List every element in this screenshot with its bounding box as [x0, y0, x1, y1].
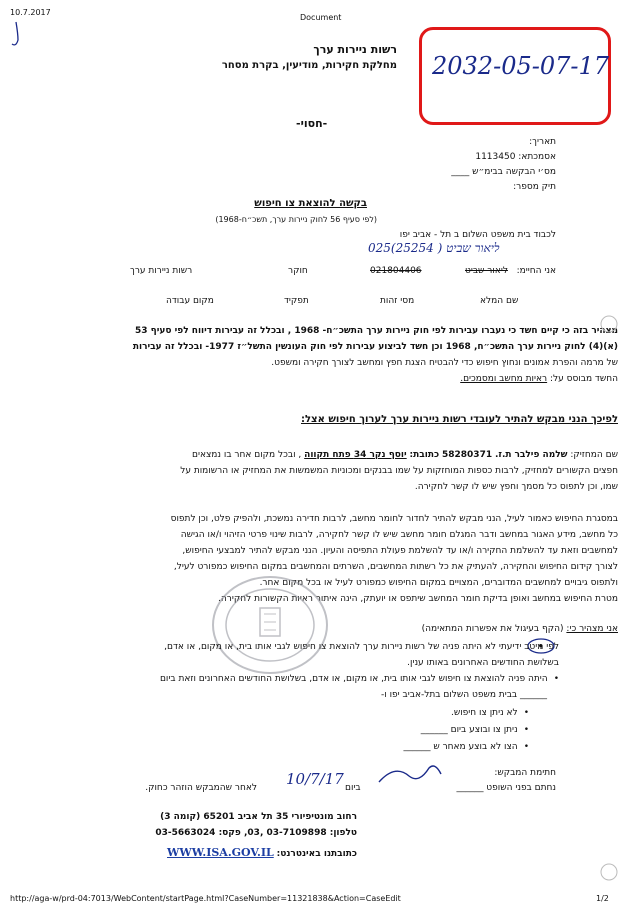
option-2-line-2: ______ בבית משפט השלום בתל-אביב יפו ו-: [381, 690, 547, 700]
holder-line-3: שמו, וכן לתפוס כל מסמך וחפץ שיש לו קשר לחקירה.: [414, 482, 618, 492]
declaration-header-row: [8, 624, 618, 634]
footer-website-link[interactable]: WWW.ISA.GOV.IL: [167, 846, 274, 859]
handwritten-applicant: 025(25254 ) ליאור שביט: [368, 241, 500, 255]
footer-web-row: [17, 846, 357, 859]
suspicion-basis-value: ראיות מחשב ומסמכים.: [460, 374, 548, 384]
footer-web-label: כתובתנו באינטרנט:: [276, 849, 357, 859]
label-position: תפקיד: [284, 296, 309, 306]
print-date: 10.7.2017: [10, 8, 51, 17]
file-number-field: תיק מספר:: [513, 182, 556, 192]
option-1-line-1: לפי מיטב ידיעתי לא היתה פניה של רשות ניירות ערך להוצאת צו חיפוש לגבי אותו בית, או מקום, או אדם,: [164, 642, 559, 652]
request-subtitle: (לפי סעיף 56 לחוק ניירות ערך, תשכ״ח-1968): [215, 215, 377, 224]
sub-option-1: • לא ניתן צו חיפוש.: [29, 706, 529, 721]
intro-line-1: מצהיר בזה כי קיים חשד כי נעברו עבירות לפי חוק ניירות ערך התשכ״ח- 1968 , ובכלל זה עבירות דיווח לפי סעיף 53: [135, 326, 618, 336]
court-addressee: לכבוד בית משפט השלום ב תל - אביב יפו: [399, 230, 556, 240]
struck-applicant-id: 021804406: [370, 266, 422, 276]
footer-phones: טלפון: 03-7109898 ,03, פקס: 03-5663024: [155, 828, 357, 838]
suspicion-basis-label: החשד מבוסס על:: [549, 374, 618, 384]
option-1-line-2: בשלושת החודשים האחרונים באותו ענין.: [407, 658, 559, 668]
label-full-name: שם המלא: [480, 296, 519, 306]
holder-line-1: [8, 448, 618, 463]
secret-label: -חסוי-: [296, 117, 328, 130]
judge-line: נחתם בפני השופט ______: [456, 783, 556, 793]
applicant-role: חוקר: [288, 266, 308, 276]
scope-line-5: ולתפוס גיבויים למחשבים המדוברים, המצויים במקום החיפוש כמפורט לעיל או בכל מקום אחר.: [259, 578, 618, 588]
declaration-note: (הקף בעיגול את אפשרות המתאימה): [421, 624, 564, 634]
footer-address: רחוב מונטיפיורי 35 תל אביב 65201 (קומה 3): [160, 812, 357, 822]
applicant-signature-label: חתימת המבקש:: [494, 768, 556, 778]
department-name: מחלקת חקירות, מודיעין, בקרת מסחר: [221, 60, 397, 71]
org-name: רשות ניירות ערך: [313, 43, 397, 56]
request-title: בקשה להוצאת צו חיפוש: [254, 198, 367, 209]
intro-line-3: של מרמה והפרת אמונים ונחוץ חיפוש כדי להבטיח הצגת חפץ ומחשב לצורך חקירה ומשפט.: [271, 358, 618, 368]
holder-rest: , ובכל מקום אחר בו נמצאים: [191, 450, 302, 460]
scope-line-3: למחשבים וזאת עד להשלמת החקירה ו/או עד להשלמת פעולת התפיסה והעיון. הנני מבקש להתיר למבצעי החיפוש,: [182, 546, 618, 556]
holder-label: שם המחזיק:: [570, 450, 618, 460]
date-field: תאריך:: [529, 137, 556, 147]
holder-id-label: ת.ז.: [494, 450, 512, 460]
punch-hole-icon: [597, 860, 621, 884]
intro-line-2: (א)(4) לחוק ניירות ערך התשכ״ח, 1968 וכן חשד לביצוע עבירות לפי חוק העונשין התשל״ז 1977- ובכלל זה עבירות: [132, 342, 618, 352]
handwritten-date: 2032-05-07-17: [432, 52, 610, 80]
scope-line-4: לצורך קידום החיפוש והחקירה, להעתיק את כל רשתות המחשבים, השרתים והמחשבים במקום החיפוש כמפורט לעיל,: [173, 562, 618, 572]
holder-address-label: כתובת:: [409, 450, 440, 460]
applicant-workplace: רשות ניירות ערך: [130, 266, 193, 276]
pen-check-mark: [10, 20, 30, 50]
scope-line-2: כל מחשב, מידע האגור במחשב ודבר המגלם חומר מחשב שיש לו קשר לחקירה, לרבות שינוי פרטי הזיהוי ו/או הגישה: [180, 530, 618, 540]
print-url: http://aga-w/prd-04:7013/WebContent/startPage.html?CaseNumber=11321838&Action=CaseEdit: [10, 894, 401, 903]
print-doc-title: Document: [300, 13, 342, 22]
sub-option-3: • הצו לא בוצע מאחר ש ______: [29, 740, 529, 755]
sub-option-2: • ניתן צו ובוצע ביום ______: [29, 723, 529, 738]
label-id-number: מסי זהות: [380, 296, 415, 306]
struck-applicant-name: ליאור שביט: [465, 266, 508, 276]
scope-line-6: מטרת החיפוש במחשב ואופן בדיקת חומר המחשב שיתפס או יועתק, הינה איתור ראיות הקשורות לחקירה.: [218, 594, 618, 604]
signature-on-day: ביום: [345, 783, 361, 793]
scope-line-1: במסגרת החיפוש כאמור לעיל, הנני מבקש להתיר לחדור לחומר מחשב, לרבות חדירה נמשכת, ולהפיק פלט, וכן לתפוס: [170, 514, 618, 524]
option-2-line-1: • היתה פניה להוצאת צו חיפוש לגבי אותו בית, או מקום, או אדם, בשלושת החודשים האחרונים וזאת ביום: [14, 672, 559, 687]
punch-hole-icon: [597, 312, 621, 336]
court-request-field: מס׳י הבקשה בבימ״ש ____: [451, 167, 556, 177]
reference-field: אסמכתא: 1113450: [475, 152, 556, 162]
search-request-header: לפיכך הנני מבקש להתיר לעובדי רשות ניירות ערך לערוך חיפוש אצל:: [301, 414, 618, 425]
label-workplace: מקום עבודה: [166, 296, 214, 306]
holder-address: יוסף נקר 34 פתח תקווה: [304, 450, 407, 460]
declaration-header: אני מצהיר כי:: [566, 624, 618, 634]
handwritten-signature-date: 10/7/17: [286, 770, 344, 788]
applicant-prefix: אני החיימ:: [516, 266, 556, 276]
print-page-number: 1/2: [596, 894, 609, 903]
holder-line-2: חפצים הקשורים למחזיק, לרבות כספות המוחזקות על שמו בבנקים ומכוניות המשמשות את המחזיק או הרשומות על: [180, 466, 618, 476]
after-warning-text: לאחר שהמבקש הוזהר כחוק.: [145, 783, 257, 793]
holder-name: שלמה פילבר: [514, 450, 568, 460]
suspicion-basis: [18, 372, 618, 387]
holder-id: 58280371: [442, 450, 493, 460]
